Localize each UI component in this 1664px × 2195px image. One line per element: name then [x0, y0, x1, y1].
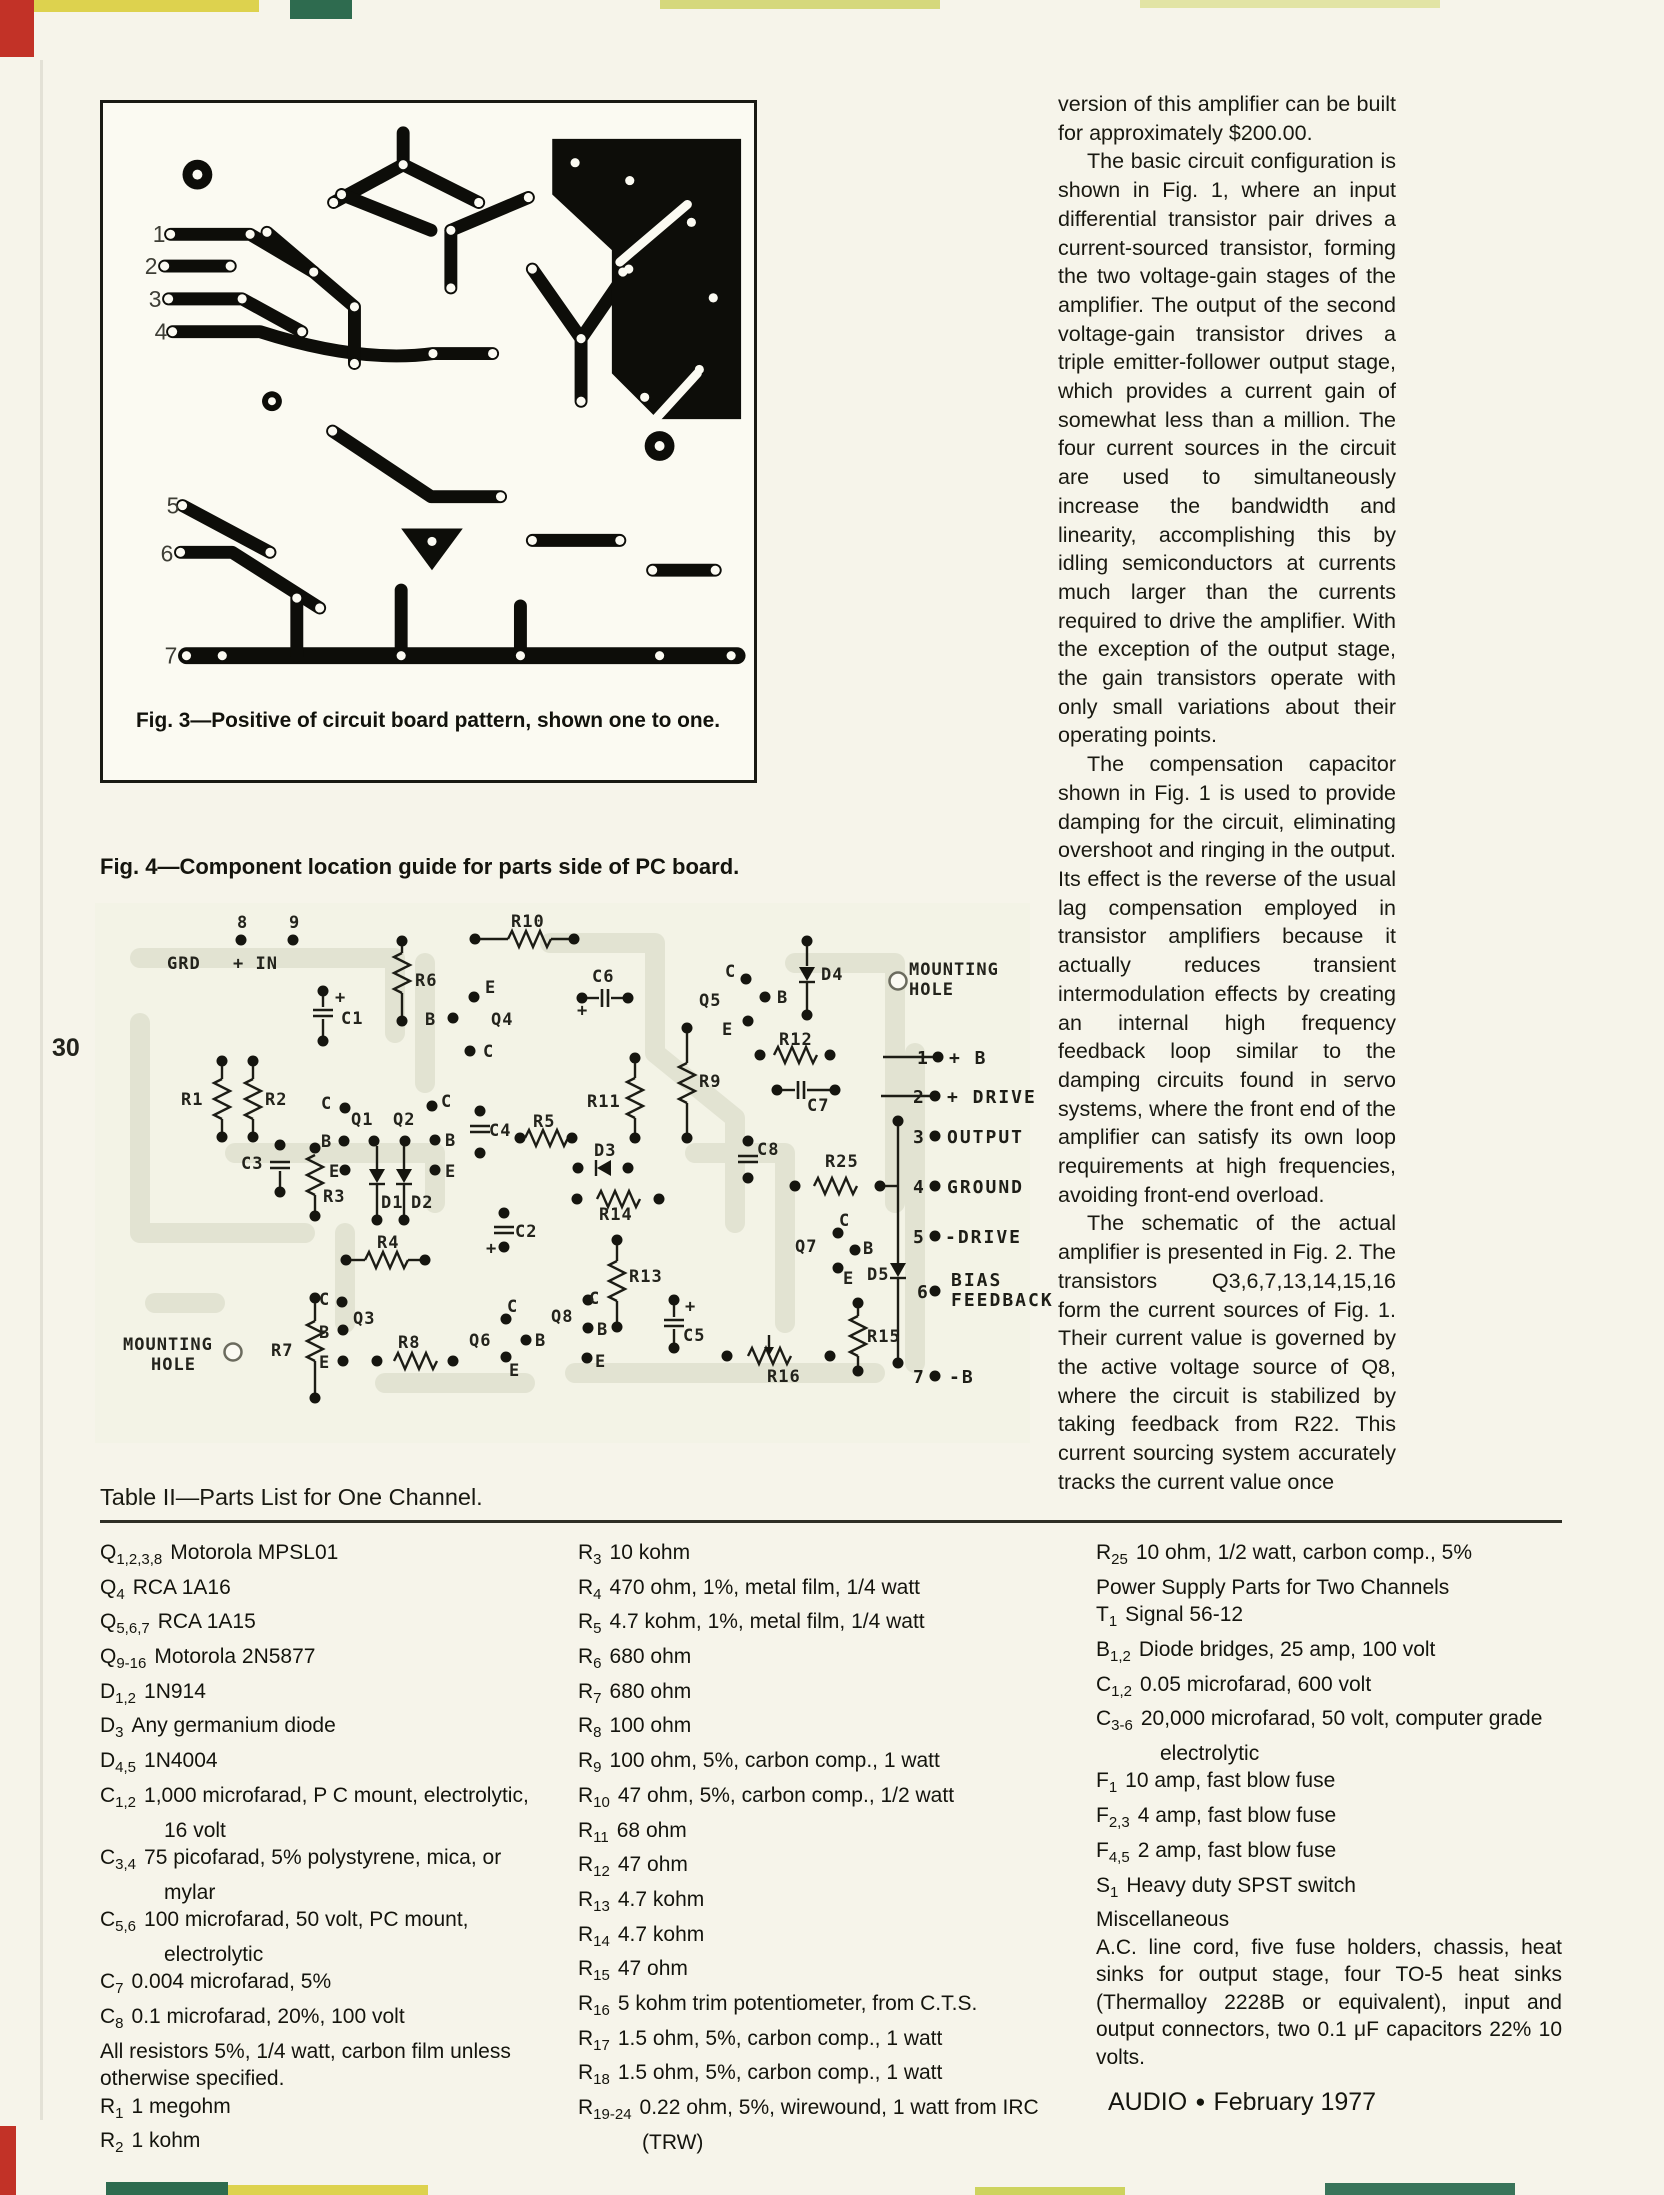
- part-desc: 1.5 ohm, 5%, carbon comp., 1 watt: [617, 2026, 943, 2050]
- diagram-label: 2: [144, 253, 158, 280]
- diagram-label: 3: [148, 285, 162, 312]
- parts-item: [578, 1678, 1070, 1713]
- diagram-label: C8: [757, 1140, 780, 1160]
- diagram-label: D5: [867, 1265, 890, 1285]
- part-desc: 680 ohm: [609, 1679, 692, 1703]
- part-ref: $R_{18}$: [578, 2061, 610, 2089]
- parts-item: [578, 2059, 1070, 2094]
- diagram-label: 4: [913, 1177, 926, 1198]
- diagram-label: R16: [767, 1367, 801, 1387]
- scan-artifact: [290, 0, 352, 19]
- diagram-label: 7: [913, 1367, 926, 1388]
- diagram-label: C6: [592, 967, 615, 987]
- part-ref: $R_{19-24}$: [578, 2096, 632, 2124]
- diagram-label: E: [319, 1353, 331, 1373]
- diagram-label: E: [485, 978, 497, 998]
- part-ref: $C_{5,6}$: [100, 1908, 137, 1936]
- parts-item: [100, 1906, 552, 1968]
- part-desc: Motorola 2N5877: [154, 1645, 316, 1669]
- diagram-label: B: [445, 1131, 457, 1151]
- diagram-label: E: [329, 1162, 341, 1182]
- part-ref: $R_{12}$: [578, 1853, 610, 1881]
- diagram-label: R25: [825, 1152, 859, 1172]
- diagram-label: Q5: [699, 991, 722, 1011]
- part-desc: 100 ohm: [609, 1714, 692, 1738]
- diagram-label: Q1: [351, 1110, 374, 1130]
- miscellaneous-text: A.C. line cord, five fuse holders, chassis, heat sinks for output stage, four TO-5 heat sinks (Thermalloy 2228B or equivalent), input and output connectors, two 0.1 μF capacitors 22% 10 volts.: [1096, 1935, 1562, 2069]
- diagram-label: 5: [913, 1227, 926, 1248]
- diagram-label: B: [777, 988, 789, 1008]
- parts-item: [100, 1968, 552, 2003]
- scan-artifact: [34, 0, 259, 12]
- article-paragraph: The compensation capacitor shown in Fig. 1 is used to provide damping for the circuit, eliminating overshoot and ringing in the output. Its effect is the reverse of the usual lag compensation employed in transistor amplifiers because it actually reduces transient intermodulation effects by creating an internal high frequency feedback loop similar to the damping circuits found in servo systems, where the front end of the amplifier can satisfy its own loop requirements at high frequencies, avoiding front-end overload.: [1058, 752, 1396, 1207]
- parts-item: [578, 2025, 1070, 2060]
- part-desc: 1.5 ohm, 5%, carbon comp., 1 watt: [617, 2061, 943, 2085]
- part-desc: 0.05 microfarad, 600 volt: [1140, 1672, 1372, 1696]
- parts-item: [1096, 1872, 1562, 1907]
- parts-item: [578, 1782, 1070, 1817]
- diagram-label: B: [863, 1239, 875, 1259]
- diagram-label: MOUNTING: [909, 960, 999, 980]
- part-desc: 100 microfarad, 50 volt, PC mount, electrolytic: [144, 1908, 469, 1966]
- scan-artifact: [1140, 0, 1440, 8]
- part-ref: $C_{1,2}$: [1096, 1672, 1133, 1700]
- parts-item: [578, 1712, 1070, 1747]
- part-desc: 470 ohm, 1%, metal film, 1/4 watt: [609, 1575, 920, 1599]
- diagram-label: 6: [917, 1282, 930, 1303]
- diagram-label: 1: [152, 221, 166, 248]
- parts-item: [100, 1643, 552, 1678]
- scan-artifact: [228, 2185, 428, 2195]
- parts-item: [578, 1608, 1070, 1643]
- part-desc: 2 amp, fast blow fuse: [1137, 1838, 1337, 1862]
- part-ref: $R_5$: [578, 1610, 602, 1638]
- parts-item: [1096, 1705, 1562, 1767]
- diagram-label: C: [507, 1297, 519, 1317]
- part-ref: $R_7$: [578, 1679, 602, 1707]
- diagram-label: FEEDBACK: [951, 1290, 1054, 1311]
- diagram-label: B: [319, 1323, 331, 1343]
- diagram-label: E: [509, 1361, 521, 1381]
- parts-item: [578, 2094, 1070, 2156]
- issue-date: February 1977: [1213, 2088, 1377, 2116]
- part-desc: Any germanium diode: [131, 1714, 336, 1738]
- diagram-label: Q6: [469, 1331, 492, 1351]
- diagram-label: R4: [377, 1233, 400, 1253]
- part-desc: 0.004 microfarad, 5%: [131, 1970, 332, 1994]
- scan-artifact: [975, 2187, 1125, 2195]
- diagram-label: + IN: [233, 954, 278, 974]
- diagram-label: D3: [594, 1141, 617, 1161]
- diagram-label: C4: [489, 1121, 512, 1141]
- page-number: 30: [52, 1034, 80, 1062]
- diagram-label: 9: [289, 913, 301, 933]
- part-ref: $F_{4,5}$: [1096, 1838, 1130, 1866]
- parts-item: [100, 2003, 552, 2038]
- diagram-label: R5: [533, 1112, 556, 1132]
- scan-artifact: [106, 2182, 228, 2195]
- parts-column-1: [100, 1539, 552, 2162]
- part-desc: 10 kohm: [609, 1541, 691, 1564]
- article-paragraph: version of this amplifier can be built for approximately $200.00.: [1058, 92, 1396, 145]
- parts-item: [100, 1782, 552, 1844]
- parts-item: [100, 1747, 552, 1782]
- part-ref: $F_1$: [1096, 1769, 1118, 1797]
- part-desc: 0.1 microfarad, 20%, 100 volt: [131, 2005, 405, 2029]
- parts-item: [578, 1990, 1070, 2025]
- power-supply-header: Power Supply Parts for Two Channels: [1096, 1575, 1450, 1599]
- diagram-label: C7: [807, 1096, 830, 1116]
- part-ref: $D_{4,5}$: [100, 1749, 137, 1777]
- part-ref: $R_{10}$: [578, 1783, 610, 1811]
- parts-item: [100, 1712, 552, 1747]
- parts-item: [578, 1886, 1070, 1921]
- parts-item: [1096, 1767, 1562, 1802]
- part-ref: $Q_4$: [100, 1575, 125, 1603]
- diagram-label: HOLE: [151, 1355, 196, 1375]
- diagram-label: R10: [511, 912, 545, 932]
- article-paragraph: The schematic of the actual amplifier is presented in Fig. 2. The transistors Q3,6,7,13,14,15,16 form the current sources of Fig. 1. Their current value is governed by the active voltage source of Q8, where the circuit is stabilized by taking feedback from R22. This current sourcing system accurately tracks the current value once: [1058, 1211, 1396, 1494]
- diagram-label: GROUND: [947, 1177, 1025, 1198]
- diagram-label: +: [335, 988, 347, 1008]
- parts-item: [578, 1955, 1070, 1990]
- diagram-label: C: [725, 962, 737, 982]
- resistor-note: All resistors 5%, 1/4 watt, carbon film unless otherwise specified.: [100, 2039, 511, 2091]
- diagram-label: Q8: [551, 1307, 574, 1327]
- part-desc: Heavy duty SPST switch: [1126, 1873, 1356, 1897]
- scan-artifact: [660, 0, 940, 9]
- diagram-label: +: [486, 1239, 498, 1259]
- part-desc: 5 kohm trim potentiometer, from C.T.S.: [617, 1991, 978, 2015]
- part-desc: 47 ohm: [617, 1853, 688, 1877]
- part-ref: $R_{15}$: [578, 1957, 610, 1985]
- diagram-label: C: [589, 1289, 601, 1309]
- part-desc: 0.22 ohm, 5%, wirewound, 1 watt from IRC (TRW): [639, 2096, 1039, 2154]
- part-ref: $R_8$: [578, 1714, 602, 1742]
- parts-item: [578, 1643, 1070, 1678]
- parts-list-rule: [100, 1520, 1562, 1523]
- part-desc: 1N914: [144, 1679, 206, 1703]
- diagram-label: + B: [949, 1048, 988, 1069]
- diagram-label: C: [321, 1094, 333, 1114]
- parts-item: [1096, 1671, 1562, 1706]
- diagram-label: 2: [913, 1087, 926, 1108]
- diagram-label: E: [843, 1269, 855, 1289]
- part-desc: 4.7 kohm: [617, 1922, 705, 1946]
- bullet-separator: ●: [1195, 2092, 1206, 2111]
- miscellaneous-header: Miscellaneous: [1096, 1908, 1230, 1932]
- part-ref: $Q_{5,6,7}$: [100, 1610, 150, 1638]
- part-ref: $R_{11}$: [578, 1818, 609, 1846]
- part-desc: 100 ohm, 5%, carbon comp., 1 watt: [609, 1749, 940, 1773]
- diagram-label: +: [685, 1297, 697, 1317]
- parts-item: [1096, 1837, 1562, 1872]
- part-ref: $C_{1,2}$: [100, 1783, 137, 1811]
- part-ref: $R_9$: [578, 1749, 602, 1777]
- part-desc: 20,000 microfarad, 50 volt, computer grade electrolytic: [1140, 1707, 1543, 1765]
- diagram-label: D4: [821, 965, 844, 985]
- diagram-label: R6: [415, 971, 438, 991]
- scan-artifact: [0, 0, 34, 57]
- diagram-label: +: [577, 1001, 589, 1021]
- diagram-label: 6: [160, 540, 174, 567]
- part-ref: $R_4$: [578, 1575, 602, 1603]
- parts-column-2: [578, 1539, 1070, 2162]
- scan-artifact: [1325, 2183, 1515, 2195]
- parts-list-section: [100, 1484, 1562, 2162]
- parts-item: [578, 1921, 1070, 1956]
- diagram-label: B: [425, 1010, 437, 1030]
- diagram-label: D2: [411, 1193, 434, 1213]
- diagram-label: Q3: [353, 1309, 376, 1329]
- diagram-label: 5: [166, 492, 180, 519]
- diagram-label: R7: [271, 1341, 294, 1361]
- parts-item: [578, 1539, 1070, 1574]
- part-desc: 47 ohm: [617, 1957, 688, 1981]
- part-ref: $B_{1,2}$: [1096, 1637, 1131, 1666]
- parts-item: [100, 2093, 552, 2128]
- diagram-label: C2: [515, 1222, 538, 1242]
- diagram-label: R3: [323, 1187, 346, 1207]
- diagram-label: R11: [587, 1092, 621, 1112]
- parts-item: [100, 1574, 552, 1609]
- diagram-label: R13: [629, 1267, 663, 1287]
- fig4-caption: Fig. 4—Component location guide for parts side of PC board.: [100, 854, 740, 879]
- part-desc: 1 megohm: [131, 2094, 231, 2118]
- parts-item: [578, 1851, 1070, 1886]
- diagram-label: 7: [164, 642, 178, 669]
- diagram-label: R14: [599, 1205, 633, 1225]
- part-ref: $C_{3-6}$: [1096, 1707, 1133, 1735]
- diagram-label: B: [535, 1331, 547, 1351]
- fig4-component-guide: [95, 903, 1054, 1443]
- diagram-label: R2: [265, 1090, 288, 1110]
- parts-item: [100, 1539, 552, 1574]
- article-paragraph: The basic circuit configuration is shown in Fig. 1, where an input differential transistor pair drives a current-sourced transistor, forming the two voltage-gain stages of the amplifier. The output of the second voltage-gain transistor drives a triple emitter-follower output stage, which provides a current gain of somewhat less than a million. The four current sources in the circuit are used to simultaneously increase the bandwidth and linearity, accomplishing this by idling semiconductors at currents much larger than the currents required to drive the amplifier. With the exception of the output stage, the gain transistors operate with only small variations about their operating points.: [1058, 149, 1396, 748]
- parts-item: [1096, 1636, 1562, 1671]
- part-ref: $C_7$: [100, 1970, 124, 1998]
- parts-item: [1096, 1601, 1562, 1636]
- diagram-label: C3: [241, 1154, 264, 1174]
- diagram-label: R1: [181, 1090, 204, 1110]
- fig3-caption: Fig. 3—Positive of circuit board pattern, shown one to one.: [135, 709, 721, 733]
- part-ref: $T_1$: [1096, 1603, 1118, 1631]
- part-ref: $R_1$: [100, 2094, 124, 2122]
- part-ref: $Q_{1,2,3,8}$: [100, 1541, 163, 1569]
- part-ref: $R_6$: [578, 1645, 602, 1673]
- part-ref: $R_{25}$: [1096, 1541, 1128, 1569]
- parts-item: [100, 2127, 552, 2162]
- parts-item: [578, 1747, 1070, 1782]
- diagram-label: C: [319, 1290, 331, 1310]
- parts-item: [100, 1678, 552, 1713]
- diagram-label: C: [839, 1211, 851, 1231]
- diagram-label: -DRIVE: [945, 1227, 1023, 1248]
- diagram-label: + DRIVE: [947, 1087, 1037, 1108]
- part-ref: $D_3$: [100, 1714, 124, 1742]
- article-column: [1058, 90, 1396, 1496]
- diagram-label: C: [483, 1042, 495, 1062]
- diagram-label: -B: [949, 1367, 975, 1388]
- part-desc: 4.7 kohm: [617, 1887, 705, 1911]
- part-ref: $R_{17}$: [578, 2026, 610, 2054]
- diagram-label: E: [722, 1020, 734, 1040]
- diagram-label: 4: [154, 318, 168, 345]
- part-desc: 4.7 kohm, 1%, metal film, 1/4 watt: [609, 1610, 925, 1634]
- scan-artifact: [40, 60, 43, 2120]
- diagram-label: MOUNTING: [123, 1335, 213, 1355]
- diagram-label: R12: [779, 1030, 813, 1050]
- diagram-label: C1: [341, 1009, 364, 1029]
- part-ref: $R_2$: [100, 2129, 124, 2157]
- magazine-footer: [1108, 2088, 1376, 2117]
- parts-item: [578, 1574, 1070, 1609]
- part-ref: $S_1$: [1096, 1873, 1119, 1901]
- part-desc: Diode bridges, 25 amp, 100 volt: [1138, 1637, 1436, 1661]
- part-ref: $R_{16}$: [578, 1991, 610, 2020]
- parts-item: [1096, 1802, 1562, 1837]
- part-desc: 1N4004: [144, 1749, 218, 1773]
- part-ref: $R_3$: [578, 1541, 602, 1569]
- magazine-title: AUDIO: [1108, 2088, 1188, 2116]
- part-desc: 4 amp, fast blow fuse: [1137, 1804, 1337, 1828]
- fig3-row-numbers: [145, 221, 180, 668]
- diagram-label: D1: [381, 1193, 404, 1213]
- part-ref: $C_{3,4}$: [100, 1846, 137, 1874]
- diagram-label: R8: [398, 1333, 421, 1353]
- part-ref: $F_{2,3}$: [1096, 1804, 1130, 1832]
- scan-artifact: [0, 2126, 16, 2195]
- diagram-label: HOLE: [909, 980, 954, 1000]
- part-desc: Motorola MPSL01: [170, 1541, 339, 1564]
- part-desc: 75 picofarad, 5% polystyrene, mica, or mylar: [144, 1846, 502, 1904]
- diagram-label: E: [445, 1162, 457, 1182]
- parts-item: [578, 1817, 1070, 1852]
- diagram-label: BIAS: [951, 1270, 1003, 1291]
- diagram-label: Q4: [491, 1010, 514, 1030]
- part-desc: 680 ohm: [609, 1645, 692, 1669]
- diagram-label: R15: [867, 1327, 901, 1347]
- diagram-label: B: [597, 1320, 609, 1340]
- parts-item: [100, 1844, 552, 1906]
- diagram-label: B: [321, 1132, 333, 1152]
- part-ref: $R_{13}$: [578, 1887, 610, 1916]
- parts-item: [1096, 1539, 1562, 1574]
- diagram-label: C5: [683, 1326, 706, 1346]
- diagram-label: R9: [699, 1072, 722, 1092]
- parts-list-title: Table II—Parts List for One Channel.: [100, 1484, 483, 1510]
- part-desc: RCA 1A16: [132, 1575, 231, 1599]
- diagram-label: 3: [913, 1127, 926, 1148]
- diagram-label: 8: [237, 913, 249, 933]
- part-ref: $Q_{9-16}$: [100, 1645, 147, 1673]
- part-ref: $C_8$: [100, 2005, 124, 2033]
- part-ref: $R_{14}$: [578, 1922, 610, 1950]
- part-desc: 10 amp, fast blow fuse: [1125, 1769, 1336, 1793]
- diagram-label: Q2: [393, 1110, 416, 1130]
- part-desc: RCA 1A15: [157, 1610, 256, 1634]
- part-desc: 68 ohm: [616, 1818, 687, 1842]
- parts-item: [100, 1608, 552, 1643]
- part-desc: 1 kohm: [131, 2129, 201, 2153]
- diagram-label: OUTPUT: [947, 1127, 1025, 1148]
- part-desc: 47 ohm, 5%, carbon comp., 1/2 watt: [617, 1783, 955, 1807]
- part-ref: $D_{1,2}$: [100, 1679, 137, 1707]
- diagram-label: GRD: [167, 954, 201, 974]
- parts-column-3: [1096, 1539, 1562, 2162]
- fig3-pcb-figure: [100, 100, 757, 783]
- part-desc: 10 ohm, 1/2 watt, carbon comp., 5%: [1135, 1541, 1473, 1564]
- diagram-label: Q7: [795, 1237, 818, 1257]
- diagram-label: 1: [917, 1048, 930, 1069]
- part-desc: Signal 56-12: [1125, 1603, 1244, 1627]
- part-desc: 1,000 microfarad, P C mount, electrolytic, 16 volt: [144, 1783, 529, 1842]
- fig3-pcb-artwork: [103, 103, 754, 780]
- diagram-label: C: [441, 1092, 453, 1112]
- diagram-label: E: [595, 1352, 607, 1372]
